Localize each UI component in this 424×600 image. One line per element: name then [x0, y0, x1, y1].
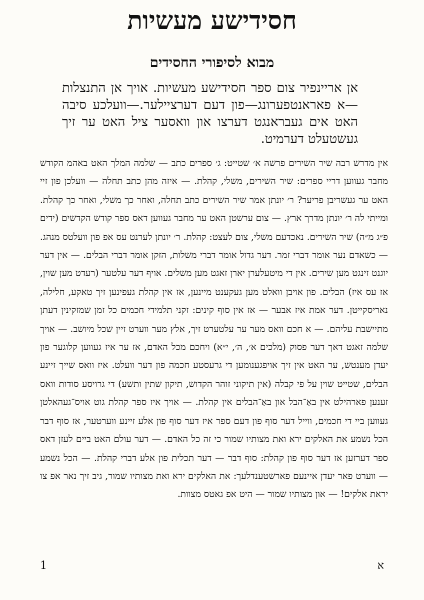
body-text: אין מדרש רבה שיר השירים פרשה א׳ שטייט: ג׳ ספרים כתב — שלמה המלך האט באהמ הקודש מחבר געווען דריי ספרים: שיר השירים, משלי, קהלת. — איזה מהן כתב תחלה — וועלכן פון זיי האט ער געשריבן פריער? ר׳ יונתן אמר שיר השירים כתב תחלה, ואחר כך משלי, ואחר כך קהלת. ומייתי לה ר׳ יונתן מדרך ארץ. — צום ערשטן האט ער מחבר געווען דאס ספר קודש הקדשים (ידים פ״ג מ״ה) שיר השירים. נאכדעם משלי, צום לעצט: קהלת. ר׳ יונתן לערנט עס אפ פון וועלטס מנהג. — כשאדם נער אומר דברי זמר. דער גדול אומר דברי משלות, הזקן אומר דברי הבלים. — אין דער יוגנט זינגט מען שירים. אין די מיטעלערן יארן זאגט מען משלים. אויף דער עלטער (רעדט מען שוין, אז עס איז) הבלים. פון אויבן וואלט מען געקענט מיינען, אז אין קהלת געפינען זיך טאקע, חלילה, נאריסקייטן. דער אמת איז אבער — אז אין סוף קינים: זקני תלמידי חכמים כל זמן שמזקינין דעתן מתיישבת עליהם. — א חכם וואס מער ער עלטערט זיך, אלץ מער ווערט זיין שכל מיושב. — אויך שלמה זאגט דאך דער פסוק (מלכים א׳, ה׳, י״א) ויחכם מכל האדם, אז ער איז געווען קלוגער פון יעדן מענטש, ער האט אין זיך אויפגענומען די גרעסטע חכמה פון דער וועלט. איז וואס שייך זיינע הבלים, שטייט שוין על פי קבלה (אין תיקוני זוהר הקדוש, תיקון שתין ותשע) די גרויסע סודות וואס זענען פארהילט אין באַ־הבל און באַ־הבלים אין קהלת. — אויך איז ספר קהלת גוט אויס־געהאלטן געווען ביי די חכמים, ווייל דער סוף פון דעם ספר איז דער סוף פון אלע זיינע ווערטער, אז סוף דבר הכל נשמע את האלקים ירא ואת מצותיו שמור כי זה כל האדם. — דער עולם האט ביים לעזן דאס ספר דערזען אז דער סוף פון קהלת: סוף דבר — דער תכלית פון אלע דברי קהלת. — הכל נשמע — ווערט פאר יעדן איינעם פארשטענדלעך: את האלקים ירא ואת מצותיו שמור, גיב זיך נאר אפ צו יראת אלקים! — און מצותיו שמור — היט אפ גאטס מצוות.: [40, 158, 388, 501]
page-number: 1: [40, 559, 47, 572]
intro-paragraph: אן אריינפיר צום ספר חסידישע מעשיות. אויך אן התנצלות—א פאראנטפערונג—פון דעם דערציילער.—וועלכע סיבה האט אים געבראנגט דערצו און וואסער ציל האט ער זיך געשטעלט דערמיט.: [62, 81, 358, 147]
page-title: חסידישע מעשיות: [127, 6, 297, 35]
hebrew-folio-letter: א: [377, 559, 384, 572]
section-subtitle: מבוא לסיפורי החסידים: [149, 55, 275, 71]
